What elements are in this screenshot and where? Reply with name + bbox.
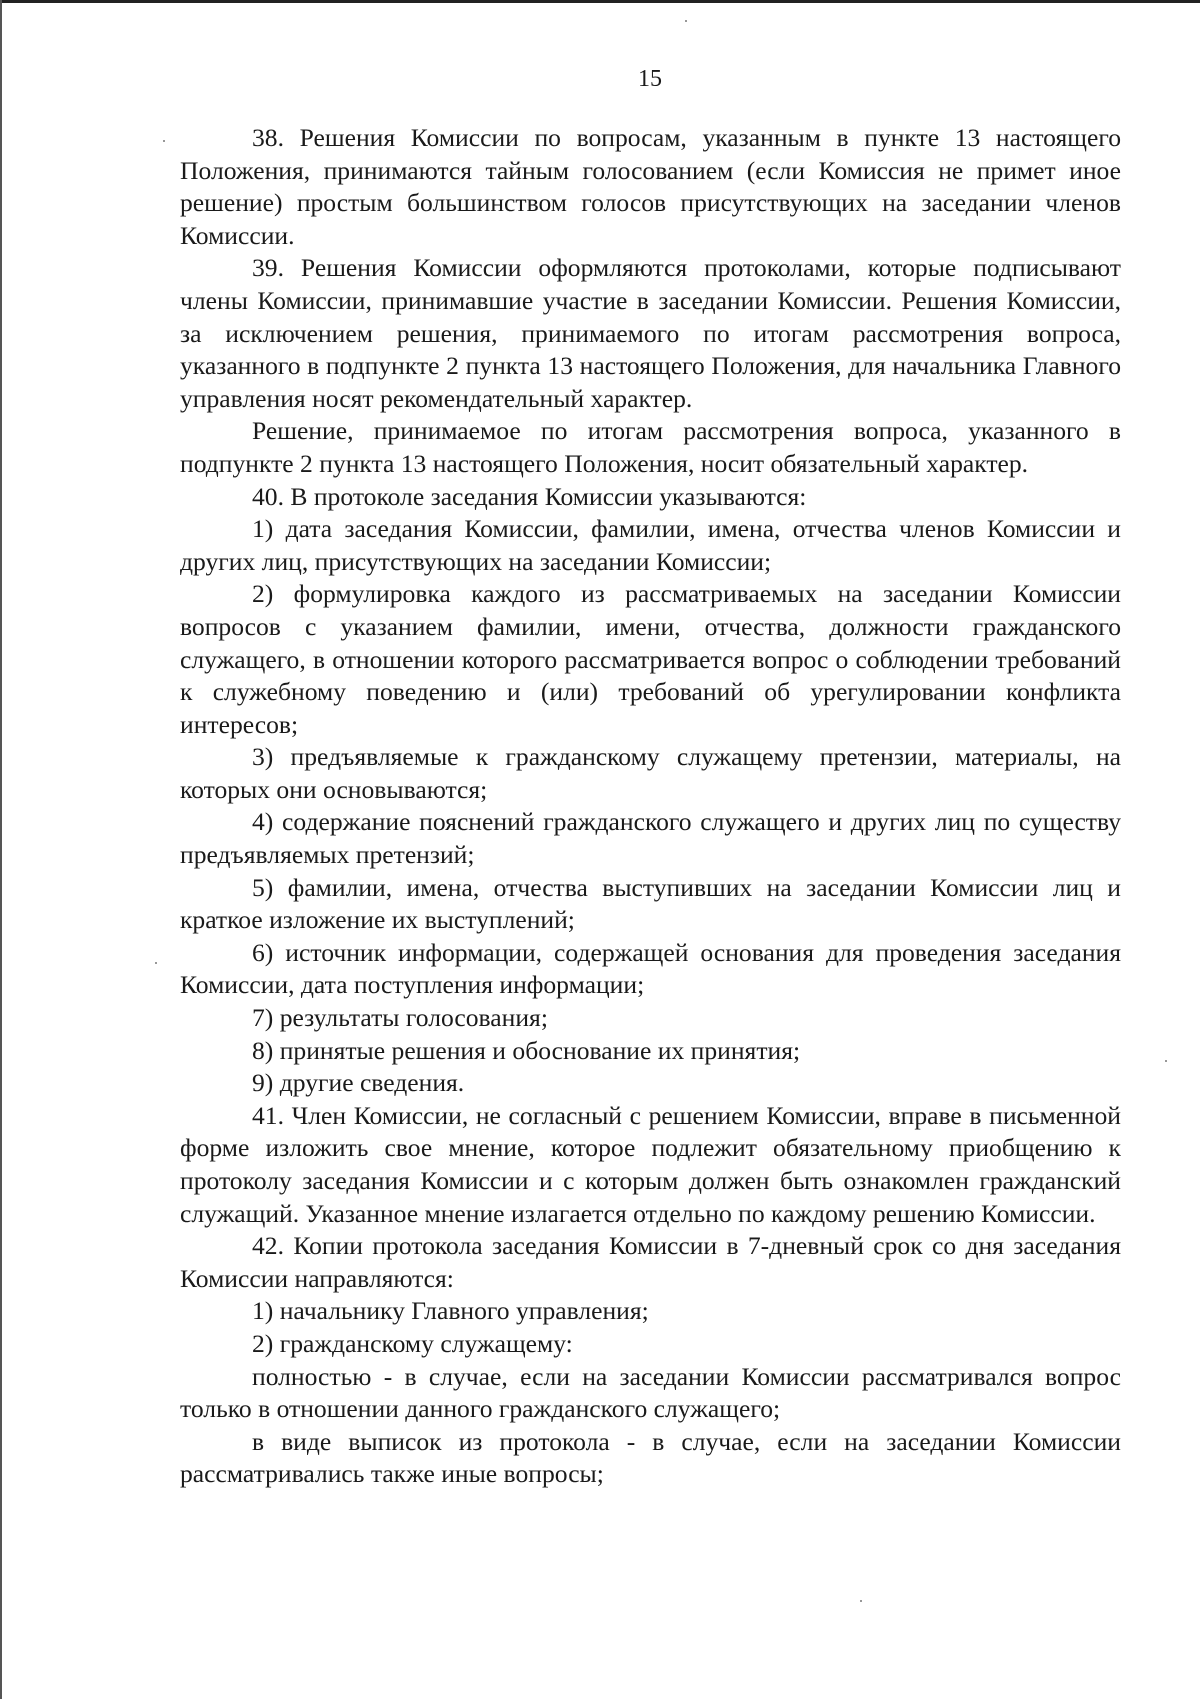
page-top-border [0, 0, 1200, 3]
page-left-edge [0, 0, 2, 1699]
list-item-40-8: 8) принятые решения и обоснование их принятия; [252, 1035, 801, 1065]
paragraph-41: 41. Член Комиссии, не согласный с решением Комиссии, вправе в письменной форме изложить свое мнение, которое подлежит обязательному приобщению к протоколу заседания Комиссии и с которым должен быть ознакомлен гражданский служащий. Указанное мнение излагается отдельно по каждому решению Комиссии. [180, 1100, 1121, 1228]
list-item-40-7: 7) результаты голосования; [252, 1003, 548, 1033]
paragraph-40: 40. В протоколе заседания Комиссии указываются: [252, 481, 807, 511]
scan-speck [155, 962, 157, 964]
scan-speck [860, 1600, 862, 1602]
list-item-42-2-full: полностью - в случае, если на заседании Комиссии рассматривался вопрос только в отношении данного гражданского служащего; [180, 1361, 1121, 1424]
list-item-40-1: 1) дата заседания Комиссии, фамилии, имена, отчества членов Комиссии и других лиц, присутствующих на заседании Комиссии; [180, 514, 1121, 576]
paragraph-38: 38. Решения Комиссии по вопросам, указанным в пункте 13 настоящего Положения, принимаются тайным голосованием (если Комиссия не примет иное решение) простым большинством голосов присутствующих на заседании членов Комиссии. [180, 123, 1121, 250]
scan-speck [1165, 1060, 1167, 1062]
paragraph-39: 39. Решения Комиссии оформляются протоколами, которые подписывают члены Комиссии, принимавшие участие в заседании Комиссии. Решения Комиссии, за исключением решения, принимаемого по итогам рассмотрения вопроса, указанного в подпункте 2 пункта 13 настоящего Положения, для начальника Главного управления носят рекомендательный характер. [180, 253, 1121, 413]
list-item-42-1: 1) начальнику Главного управления; [252, 1296, 649, 1326]
list-item-40-9: 9) другие сведения. [252, 1068, 465, 1098]
list-item-40-4: 4) содержание пояснений гражданского служащего и других лиц по существу предъявляемых претензий; [180, 807, 1121, 870]
list-item-42-2: 2) гражданскому служащему: [252, 1328, 573, 1358]
list-item-40-5: 5) фамилии, имена, отчества выступивших на заседании Комиссии лиц и краткое изложение их выступлений; [180, 872, 1121, 935]
list-item-40-6: 6) источник информации, содержащей основания для проведения заседания Комиссии, дата поступления информации; [180, 937, 1121, 1000]
scan-speck [163, 140, 165, 142]
scan-speck [685, 20, 687, 22]
list-item-40-2: 2) формулировка каждого из рассматриваемых на заседании Комиссии вопросов с указанием фамилии, имени, отчества, должности гражданского служащего, в отношении которого рассматривается вопрос о соблюдении требований к служебному поведению и (или) требований об урегулировании конфликта интересов; [180, 579, 1121, 739]
list-item-40-3: 3) предъявляемые к гражданскому служащему претензии, материалы, на которых они основываются; [180, 742, 1121, 804]
list-item-42-2-extract: в виде выписок из протокола - в случае, если на заседании Комиссии рассматривались также иные вопросы; [180, 1426, 1121, 1489]
page-number: 15 [638, 66, 662, 92]
paragraph-39-note: Решение, принимаемое по итогам рассмотрения вопроса, указанного в подпункте 2 пункта 13 настоящего Положения, носит обязательный характер. [180, 416, 1121, 478]
document-body [180, 122, 1121, 1491]
paragraph-42: 42. Копии протокола заседания Комиссии в 7-дневный срок со дня заседания Комиссии направляются: [180, 1231, 1121, 1293]
